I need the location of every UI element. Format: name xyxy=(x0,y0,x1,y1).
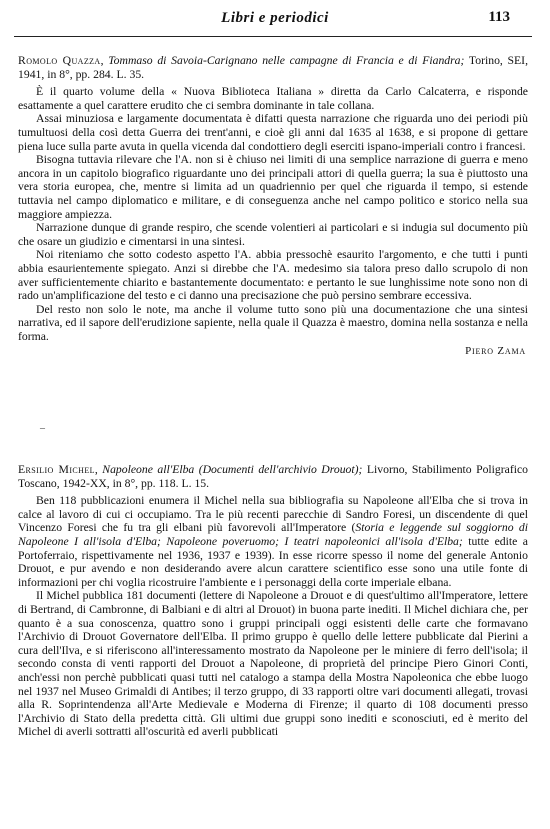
paragraph: Il Michel pubblica 181 documenti (lettere di Napoleone a Drouot e di quest'ultimo all'Imperatore, lettere di Bertrand, di Cambronne, di Balbiani e di altri al Drouot) in buona parte inediti. Il Michel dichiara che, per quanto è a sua conoscenza, quattro sono i gruppi principali oggi esistenti delle carte che formavano l'Archivio di Drouot Governatore dell'Elba. Il primo gruppo è quello delle lettere pubblicate dal Pierini a cura dell'Ilva, e si riferiscono all'interessamento mostrato da Napoleone per le miniere di ferro dell'isola; il secondo consta di venti rapporti del Drouot a Napoleone, di proprietà del principe Piero Ginori Conti, anch'essi non perchè pubblicati quasi tutti nel catalogo a stampa della Mostra Napoleonica che ebbe luogo nel 1937 nel Museo Grimaldi di Antibes; il terzo gruppo, di 33 rapporti oltre vari documenti allegati, trovasi alla R. Soprintendenza all'Arte Medievale e Moderna di Firenze; il quarto di 108 documenti presso l'Archivio di Stato della predetta città. Gli ultimi due gruppi sono inediti e sconosciuti, ed è merito del Michel di averli sottratti all'oscurità ed averli pubblicati xyxy=(18,589,528,739)
paragraph: Bisogna tuttavia rilevare che l'A. non si è chiuso nei limiti di una semplice narrazione di guerra e meno ancora in un capitolo biografico riguardante uno dei principali attori di quella guerra; la sua è piuttosto una vera storia europea, che, mentre si limita ad un quadriennio per quel che riguarda il tempo, si estende tuttavia nel campo diplomatico e militare, e di conseguenza anche nel campo politico e storico nella sua maggiore ampiezza. xyxy=(18,153,528,221)
print-mark: ‒ xyxy=(40,423,45,434)
book-title: Tommaso di Savoia-Carignano nelle campagne di Francia e di Fiandra; xyxy=(108,54,465,67)
publication-info: Torino, SEI, 1941, in 8°, pp. 284. L. 35. xyxy=(18,54,528,81)
header-rule xyxy=(14,36,532,37)
review-quazza xyxy=(18,54,528,359)
paragraph: Noi riteniamo che sotto codesto aspetto l'A. abbia pressochè esaurito l'argomento, e che tutti i punti abbia esaurientemente spiegato. Anzi si direbbe che l'A. medesimo sia talora preso dallo scrupolo di non aver sufficientemente chiarito e bastantemente documentato: e pertanto le sue lunghissime note sono non di rado un'amplificazione del testo e ci danno una precisazione che può persino sembrare eccessiva. xyxy=(18,248,528,303)
reviewer-signature: Piero Zama xyxy=(465,345,526,358)
running-title: Libri e periodici xyxy=(221,10,329,26)
paragraph: Narrazione dunque di grande respiro, che scende volentieri ai particolari e si indugia sul documento più che osare un giudizio e cimentarsi in una sintesi. xyxy=(18,221,528,248)
author-name: Romolo Quazza xyxy=(18,54,101,67)
book-title: Napoleone all'Elba (Documenti dell'archivio Drouot); xyxy=(102,463,363,476)
paragraph: Ben 118 pubblicazioni enumera il Michel nella sua bibliografia su Napoleone all'Elba che si trova in calce al lavoro di cui ci occupiamo. Tra le più recenti parecchie di Sandro Foresi, un discendente di quel Vincenzo Foresi che fu tra gli elbani più favorevoli all'Imperatore (Storia e leggende sul soggiorno di Napoleone I all'isola d'Elba; Napoleone poveruomo; I teatri napoleonici all'isola d'Elba; tutte edite a Portoferraio, rispettivamente nel 1936, 1937 e 1939). In esse ricorre spesso il nome del generale Antonio Drouot, e pur avendo e non desiderando avere alcun carattere scientifico esse sono una utile fonte di informazioni per chi voglia ricostruire l'ambiente e i personaggi della corte imperiale elbana. xyxy=(18,494,528,589)
paragraph: Assai minuziosa e largamente documentata è difatti questa narrazione che riguarda uno dei periodi più tumultuosi della così detta Guerra dei trent'anni, e cioè gli anni dal 1635 al 1638, e si propone di gettare piena luce sulla parte avuta in quella vicenda dal condottiero degli eserciti ispano-imperiali contro i francesi. xyxy=(18,112,528,153)
page-number: 113 xyxy=(488,9,510,25)
paragraph: È il quarto volume della « Nuova Biblioteca Italiana » diretta da Carlo Calcaterra, e risponde esattamente a quel carattere erudito che ci sembra dominante in tale collana. xyxy=(18,85,528,112)
citation: Romolo Quazza, Tommaso di Savoia-Carignano nelle campagne di Francia e di Fiandra; Torino, SEI, 1941, in 8°, pp. 284. L. 35. xyxy=(18,54,528,81)
publication-info: Livorno, Stabilimento Poligrafico Toscano, 1942-XX, in 8°, pp. 118. L. 15. xyxy=(18,463,529,490)
page-header xyxy=(0,6,550,32)
review-michel xyxy=(18,463,528,739)
author-name: Ersilio Michel xyxy=(18,463,95,476)
citation: Ersilio Michel, Napoleone all'Elba (Documenti dell'archivio Drouot); Livorno, Stabilimento Poligrafico Toscano, 1942-XX, in 8°, pp. 118. L. 15. xyxy=(18,463,529,490)
paragraph: Del resto non solo le note, ma anche il volume tutto sono più una documentazione che una sintesi narrativa, ed il sapore dell'erudizione sapiente, nella quale il Quazza è maestro, domina nella sostanza e nella forma. xyxy=(18,302,528,343)
